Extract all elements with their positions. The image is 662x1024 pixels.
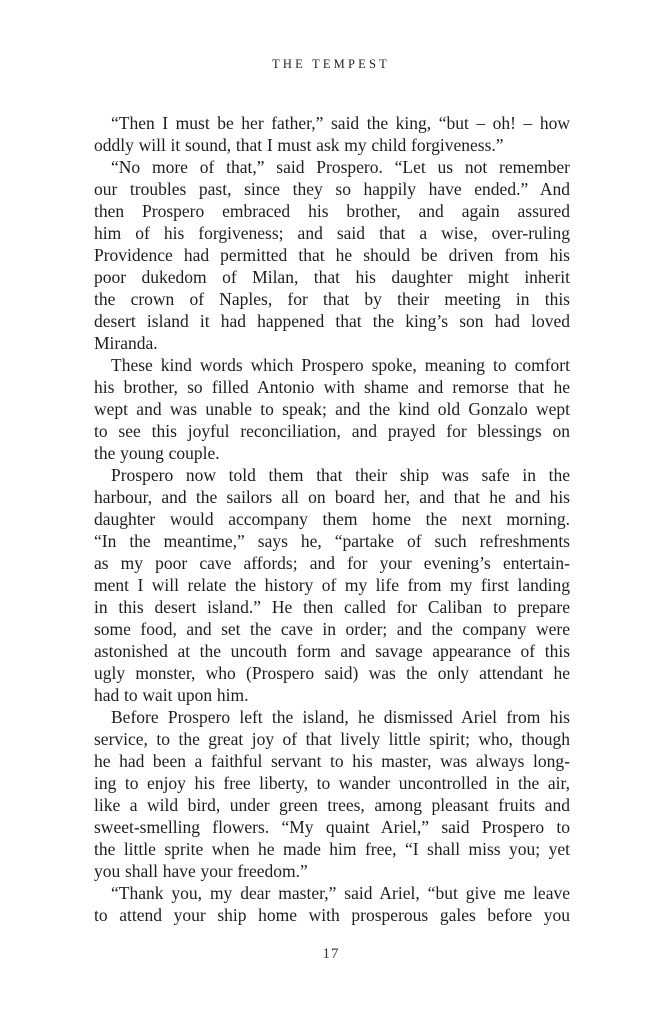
text-line: to see this joyful reconciliation, and prayed for blessings on [94,421,570,441]
paragraph [94,112,570,156]
text-line: his brother, so filled Antonio with shame and remorse that he [94,377,570,397]
text-line: you shall have your freedom.” [94,861,308,881]
paragraph [94,706,570,882]
text-block [94,112,570,926]
text-line: Providence had permitted that he should be driven from his [94,245,570,265]
page-number: 17 [322,946,340,962]
text-line: had to wait upon him. [94,685,249,705]
text-line: “In the meantime,” says he, “partake of such refreshments [94,531,570,551]
text-line: desert island it had happened that the king’s son had loved [94,311,570,331]
text-line: in this desert island.” He then called for Caliban to prepare [94,597,570,617]
text-line: poor dukedom of Milan, that his daughter might inherit [94,267,570,287]
text-line: Before Prospero left the island, he dismissed Ariel from his [111,707,570,727]
text-line: the little sprite when he made him free, “I shall miss you; yet [94,839,570,859]
text-line: then Prospero embraced his brother, and again assured [94,201,570,221]
paragraph [94,882,570,926]
running-head-title: THE TEMPEST [272,57,390,71]
text-line: ugly monster, who (Prospero said) was the only attendant he [94,663,570,683]
text-line: oddly will it sound, that I must ask my child forgiveness.” [94,135,504,155]
text-line: These kind words which Prospero spoke, meaning to comfort [111,355,570,375]
paragraph [94,354,570,464]
text-line: the crown of Naples, for that by their meeting in this [94,289,570,309]
text-line: him of his forgiveness; and said that a wise, over-ruling [94,223,570,243]
paragraph [94,156,570,354]
paragraph [94,464,570,706]
text-line: our troubles past, since they so happily have ended.” And [94,179,570,199]
text-line: as my poor cave affords; and for your evening’s entertain- [94,553,570,573]
text-line: “Then I must be her father,” said the king, “but – oh! – how [111,113,570,133]
text-line: service, to the great joy of that lively little spirit; who, though [94,729,570,749]
text-line: Prospero now told them that their ship was safe in the [111,465,570,485]
text-line: to attend your ship home with prosperous gales before you [94,905,570,925]
text-line: “No more of that,” said Prospero. “Let us not remember [111,157,570,177]
text-line: some food, and set the cave in order; and the company were [94,619,570,639]
text-line: ing to enjoy his free liberty, to wander uncontrolled in the air, [94,773,570,793]
text-line: astonished at the uncouth form and savage appearance of this [94,641,570,661]
text-line: daughter would accompany them home the next morning. [94,509,570,529]
text-line: like a wild bird, under green trees, among pleasant fruits and [94,795,570,815]
text-line: ment I will relate the history of my life from my first landing [94,575,570,595]
text-line: wept and was unable to speak; and the kind old Gonzalo wept [94,399,570,419]
text-line: he had been a faithful servant to his master, was always long- [94,751,570,771]
text-line: sweet-smelling flowers. “My quaint Ariel,” said Prospero to [94,817,570,837]
text-line: harbour, and the sailors all on board her, and that he and his [94,487,570,507]
text-line: “Thank you, my dear master,” said Ariel, “but give me leave [111,883,570,903]
text-line: Miranda. [94,333,158,353]
text-line: the young couple. [94,443,220,463]
